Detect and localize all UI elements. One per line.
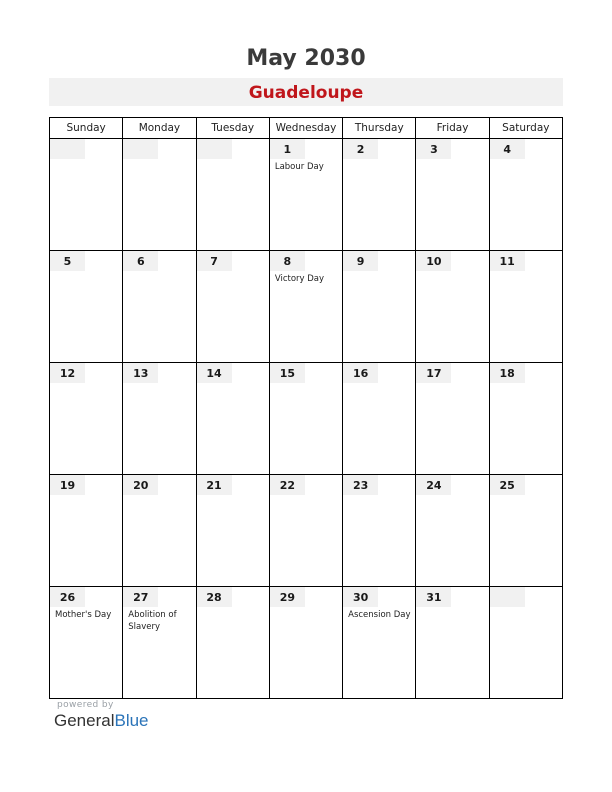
day-number: 22 xyxy=(270,475,305,495)
weekday-header: Thursday xyxy=(343,118,416,139)
weekday-header: Sunday xyxy=(50,118,123,139)
day-number: 10 xyxy=(416,251,451,271)
holiday-label: Ascension Day xyxy=(348,610,411,620)
day-cell xyxy=(269,363,342,475)
brand-logo xyxy=(54,711,149,731)
day-number: 31 xyxy=(416,587,451,607)
day-cell xyxy=(196,251,269,363)
week-row xyxy=(50,475,563,587)
day-number: 16 xyxy=(343,363,378,383)
weekday-header: Friday xyxy=(416,118,489,139)
month-calendar-grid xyxy=(49,117,563,699)
day-number: 1 xyxy=(270,139,305,159)
region-name: Guadeloupe xyxy=(248,83,364,103)
region-banner xyxy=(49,78,563,106)
day-cell xyxy=(50,363,123,475)
day-cell xyxy=(343,139,416,251)
day-number: 12 xyxy=(50,363,85,383)
day-cell xyxy=(269,475,342,587)
day-cell xyxy=(343,251,416,363)
day-cell xyxy=(416,587,489,699)
day-number: 14 xyxy=(197,363,232,383)
day-cell xyxy=(196,587,269,699)
day-number: 17 xyxy=(416,363,451,383)
day-number: 23 xyxy=(343,475,378,495)
day-cell xyxy=(50,251,123,363)
week-row xyxy=(50,139,563,251)
day-number: 28 xyxy=(197,587,232,607)
day-cell xyxy=(50,475,123,587)
footer-branding xyxy=(54,700,149,731)
day-number: 9 xyxy=(343,251,378,271)
day-number: 19 xyxy=(50,475,85,495)
day-number: 27 xyxy=(123,587,158,607)
day-cell xyxy=(196,475,269,587)
day-cell xyxy=(269,251,342,363)
weekday-header: Monday xyxy=(123,118,196,139)
day-cell xyxy=(123,251,196,363)
weekday-header-row xyxy=(50,118,563,139)
day-number xyxy=(123,139,158,159)
day-cell xyxy=(269,587,342,699)
day-number: 3 xyxy=(416,139,451,159)
holiday-label: Victory Day xyxy=(274,274,325,284)
day-cell xyxy=(489,363,562,475)
day-cell xyxy=(123,475,196,587)
day-cell xyxy=(343,475,416,587)
day-number xyxy=(197,139,232,159)
day-cell xyxy=(269,139,342,251)
day-number: 5 xyxy=(50,251,85,271)
day-cell xyxy=(489,475,562,587)
day-cell xyxy=(50,587,123,699)
day-number xyxy=(490,587,525,607)
holiday-label: Mother's Day xyxy=(55,610,112,620)
day-number: 24 xyxy=(416,475,451,495)
day-cell xyxy=(343,363,416,475)
day-number: 30 xyxy=(343,587,378,607)
day-number: 7 xyxy=(197,251,232,271)
day-number: 26 xyxy=(50,587,85,607)
day-cell xyxy=(489,587,562,699)
day-number: 18 xyxy=(490,363,525,383)
holiday-label: Labour Day xyxy=(274,162,324,172)
day-number: 20 xyxy=(123,475,158,495)
brand-name-part2: Blue xyxy=(114,711,149,730)
day-cell xyxy=(196,139,269,251)
day-number: 6 xyxy=(123,251,158,271)
day-cell xyxy=(123,139,196,251)
week-row xyxy=(50,587,563,699)
holiday-label: Abolition of Slavery xyxy=(128,610,177,632)
powered-by-text: powered by xyxy=(57,700,114,710)
weekday-header: Tuesday xyxy=(196,118,269,139)
day-number: 13 xyxy=(123,363,158,383)
day-cell xyxy=(50,139,123,251)
day-number: 11 xyxy=(490,251,525,271)
day-number: 2 xyxy=(343,139,378,159)
day-cell xyxy=(196,363,269,475)
weekday-header: Saturday xyxy=(489,118,562,139)
day-cell xyxy=(489,251,562,363)
day-number: 21 xyxy=(197,475,232,495)
day-number xyxy=(50,139,85,159)
day-number: 4 xyxy=(490,139,525,159)
day-cell xyxy=(123,363,196,475)
day-number: 25 xyxy=(490,475,525,495)
day-cell xyxy=(489,139,562,251)
day-number: 8 xyxy=(270,251,305,271)
brand-name-part1: General xyxy=(54,711,115,730)
day-cell xyxy=(416,139,489,251)
day-cell xyxy=(123,587,196,699)
day-cell xyxy=(416,475,489,587)
week-row xyxy=(50,251,563,363)
calendar-weeks xyxy=(50,139,563,699)
week-row xyxy=(50,363,563,475)
day-number: 15 xyxy=(270,363,305,383)
weekday-header: Wednesday xyxy=(269,118,342,139)
day-cell xyxy=(416,363,489,475)
day-cell xyxy=(416,251,489,363)
calendar-title: May 2030 xyxy=(246,46,366,71)
day-cell xyxy=(343,587,416,699)
day-number: 29 xyxy=(270,587,305,607)
